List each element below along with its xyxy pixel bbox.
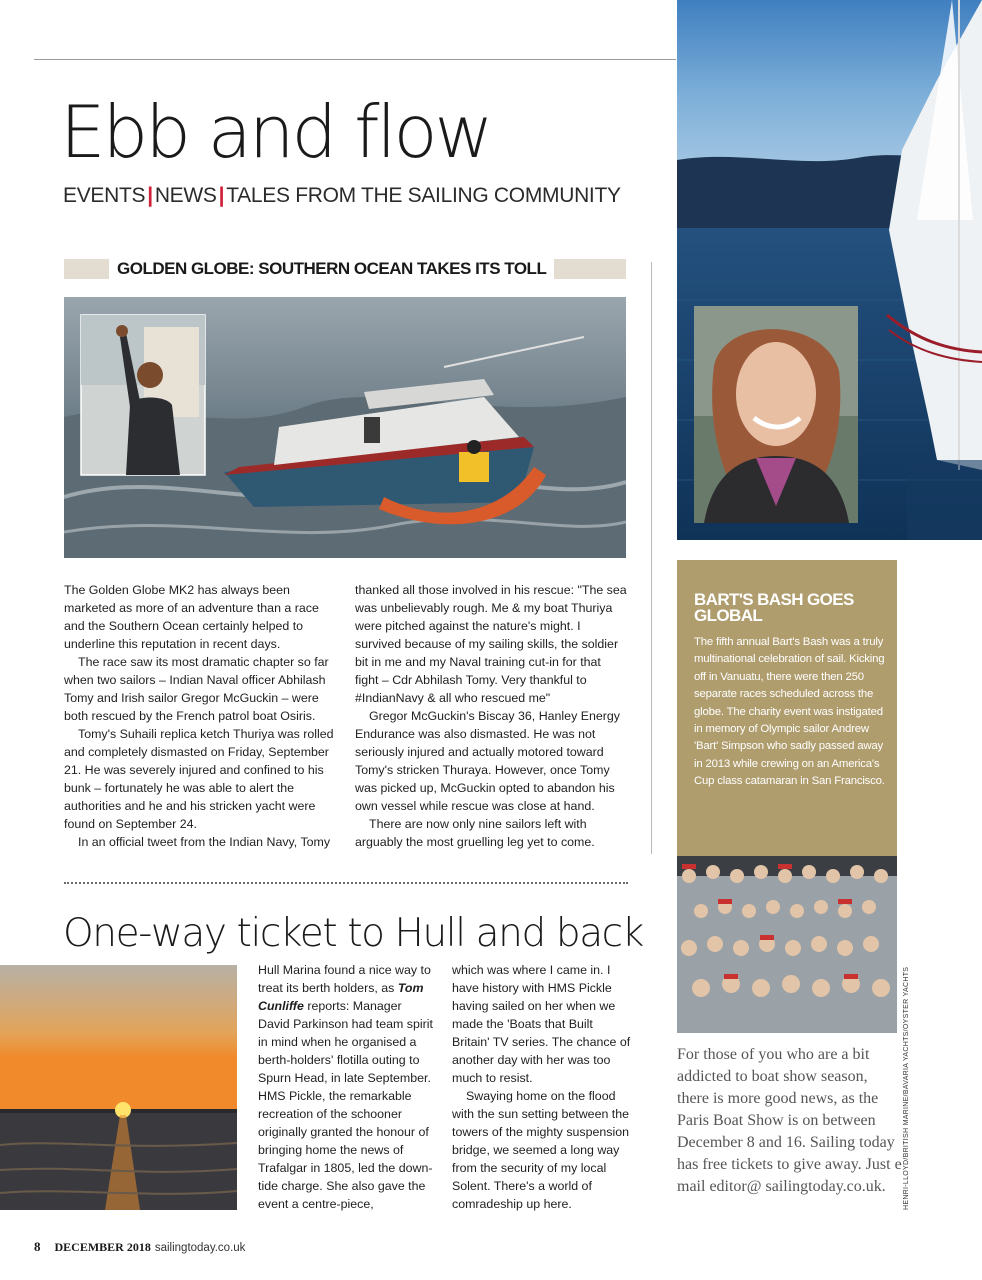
- paragraph: The race saw its most dramatic chapter so far when two sailors – Indian Naval officer Abhilash Tomy and Irish sailor Gregor McGuckin – were both rescued by the French patrol boat Osiris.: [64, 655, 329, 723]
- page-title: Ebb and flow: [60, 90, 491, 174]
- story-column-1: [64, 581, 336, 851]
- paragraph: thanked all those involved in his rescue: "The sea was unbelievably rough. Me & my boat Thuriya were pitched against the nature's might. I survived because of my sailing skills, the soldier bit in me and my Naval training cut-in for that fight – Cdr Abhilash Tomy. Very thankful to #IndianNavy & all who rescued me": [355, 583, 627, 705]
- story2-column-1: [258, 961, 436, 1213]
- section-strap: [63, 184, 621, 208]
- story2-column-2: [452, 961, 632, 1213]
- header-rule: [34, 59, 676, 60]
- boat-show-blurb: For those of you who are a bit addicted to boat show season, there is more good news, as the Paris Boat Show is on between December 8 and 16. Sailing today has free tickets to give away. Just e mail editor@ sailingtoday.co.uk.: [677, 1046, 902, 1195]
- story-column-2: [355, 581, 627, 851]
- paragraph: which was where I came in. I have history with HMS Pickle having sailed on her when we made the 'Boats that Built Britain' TV series. The chance of another day with her was too much to resist.: [452, 963, 631, 1085]
- sidebar-body: The fifth annual Bart's Bash was a truly multinational celebration of sail. Kicking off in Vanuatu, there were then 250 separate races scheduled across the globe. The charity event was instigated in memory of Olympic sailor Andrew 'Bart' Simpson who sadly passed away in 2013 while crewing on an America's Cup class catamaran in San Francisco.: [694, 636, 885, 788]
- strap-events: EVENTS: [63, 184, 146, 207]
- strap-separator: |: [218, 184, 225, 207]
- paragraph: Gregor McGuckin's Biscay 36, Hanley Energy Endurance was also dismasted. He was not seriously injured and actually motored toward Tomy's stricken Thuraya. However, once Tomy was picked up, McGuckin opted to abandon his own vessel while rescue was close at hand.: [355, 709, 620, 813]
- paragraph: Swaying home on the flood with the sun setting between the towers of the mighty suspension bridge, we seemed a long way from the security of my local Solent. There's a world of comradeship up here.: [452, 1089, 630, 1211]
- story-heading: One-way ticket to Hull and back: [63, 911, 643, 956]
- sidebar-heading: BART'S BASH GOES GLOBAL: [694, 590, 854, 625]
- strap-tales: TALES FROM THE SAILING COMMUNITY: [226, 184, 621, 207]
- strap-separator: |: [147, 184, 153, 207]
- story-heading: GOLDEN GLOBE: SOUTHERN OCEAN TAKES ITS TOLL: [109, 258, 554, 280]
- issue-date: DECEMBER 2018: [54, 1240, 151, 1254]
- strap-news: NEWS: [154, 184, 217, 207]
- site-url: sailingtoday.co.uk: [154, 1242, 246, 1254]
- author-name: Tom Cunliffe: [258, 981, 424, 1013]
- crew-photo: [677, 856, 897, 1033]
- section-divider: [64, 882, 628, 884]
- paragraph: [258, 961, 436, 1213]
- paragraph: The Golden Globe MK2 has always been marketed as more of an adventure than a race and the Southern Ocean certainly helped to underline this reputation in recent days.: [64, 583, 319, 651]
- portrait-photo: [694, 306, 858, 523]
- paragraph-lead: Hull Marina found a nice way to treat its berth holders, as: [258, 963, 431, 995]
- photo-credit: HENRI-LLOYD/BRITISH MARINE/BAVARIA YACHTS/OYSTER YACHTS: [903, 966, 910, 1210]
- page-number: 8: [34, 1239, 41, 1254]
- paragraph: Tomy's Suhaili replica ketch Thuriya was rolled and completely dismasted on Friday, September 21. He was severely injured and confined to his bunk – fortunately he was able to alert the authorities and he and his stricken yacht were found on September 24.: [64, 727, 334, 831]
- sidebar-box: [677, 560, 897, 856]
- paragraph: In an official tweet from the Indian Navy, Tomy: [78, 835, 331, 849]
- page-footer: [34, 1239, 245, 1255]
- sunset-photo: [0, 965, 237, 1210]
- rescue-photo: [64, 297, 626, 558]
- paragraph-rest: reports: Manager David Parkinson had team spirit in mind when he organised a berth-holders' flotilla outing to Spurn Head, in late September. HMS Pickle, the remarkable recreation of the schooner originally granted the honour of bringing home the news of Trafalgar in 1805, led the down-tide charge. She also gave the event a centre-piece,: [258, 999, 433, 1211]
- paragraph: There are now only nine sailors left with arguably the most gruelling leg yet to come.: [355, 817, 595, 849]
- column-divider: [651, 262, 652, 854]
